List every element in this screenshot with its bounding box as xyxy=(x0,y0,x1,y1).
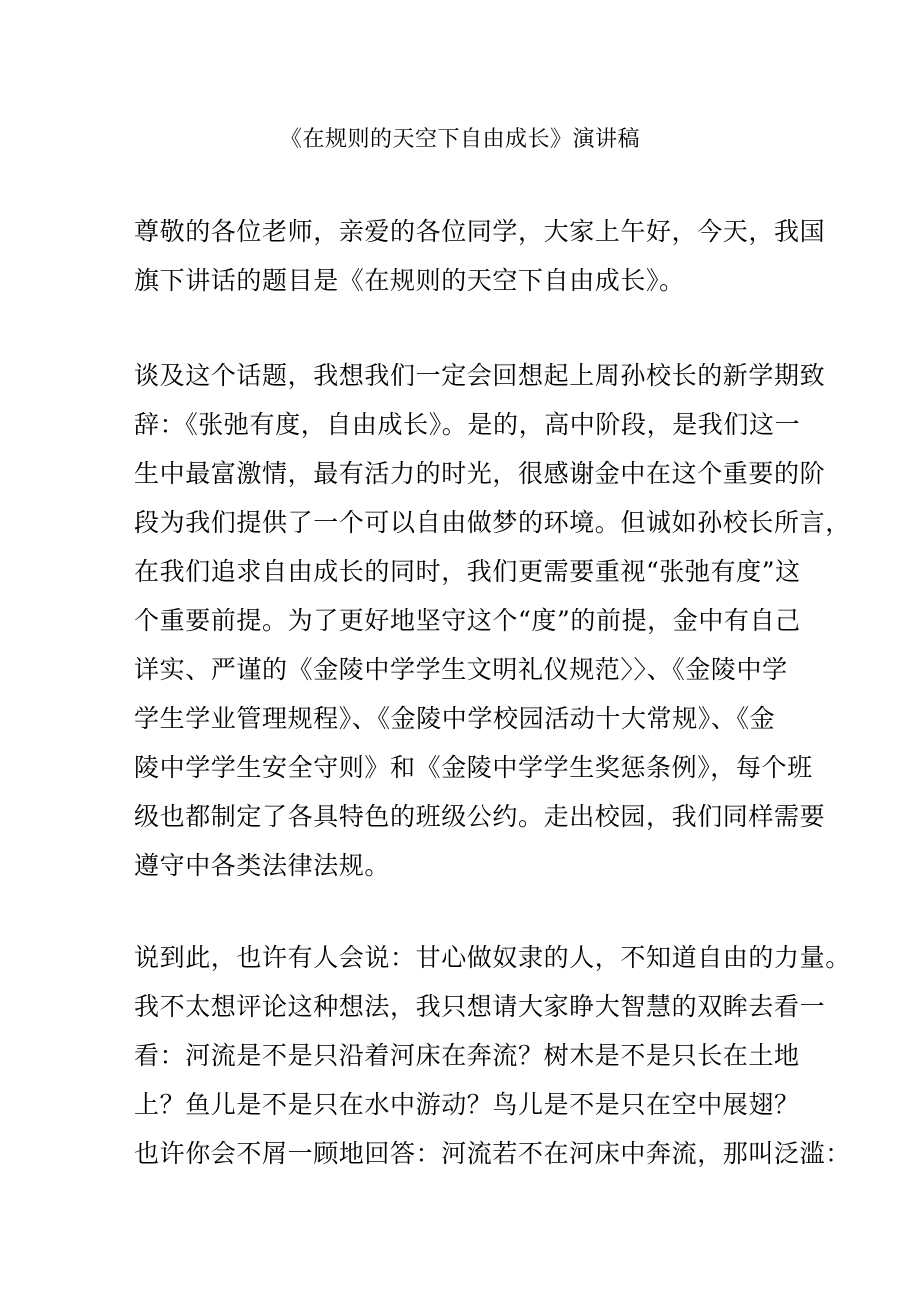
text-line: 遵守中各类法律法规。 xyxy=(134,851,391,880)
document-title: 《在规则的天空下自由成长》演讲稿 xyxy=(279,127,640,152)
text-line: 级也都制定了各具特色的班级公约。走出校园，我们同样需要 xyxy=(134,802,826,831)
text-line: 段为我们提供了一个可以自由做梦的环境。但诚如孙校长所言， xyxy=(134,508,851,537)
paragraph-rules xyxy=(134,351,851,890)
text-line: 我不太想评论这种想法，我只想请大家睁大智慧的双眸去看一 xyxy=(134,992,826,1021)
text-line: 尊敬的各位老师，亲爱的各位同学，大家上午好，今天，我国 xyxy=(134,217,826,246)
text-line: 在我们追求自由成长的同时，我们更需要重视“张弛有度”这 xyxy=(134,557,801,586)
text-line: 旗下讲话的题目是《在规则的天空下自由成长》。 xyxy=(134,266,685,295)
text-line: 生中最富激情，最有活力的时光，很感谢金中在这个重要的阶 xyxy=(134,459,826,488)
text-line: 上？鱼儿是不是只在水中游动？鸟儿是不是只在空中展翅？ xyxy=(134,1090,800,1119)
text-line: 看：河流是不是只沿着河床在奔流？树木是不是只长在土地 xyxy=(134,1041,800,1070)
text-line: 辞：《张弛有度，自由成长》。是的，高中阶段，是我们这一 xyxy=(134,410,801,439)
text-line: 个重要前提。为了更好地坚守这个“度”的前提，金中有自己 xyxy=(134,606,801,635)
text-line: 详实、严谨的《金陵中学学生文明礼仪规范〉〉、《金陵中学 xyxy=(134,655,788,684)
text-line: 说到此，也许有人会说：甘心做奴隶的人，不知道自由的力量。 xyxy=(134,943,851,972)
paragraph-freedom xyxy=(134,933,851,1178)
text-line: 学生学业管理规程》、《金陵中学校园活动十大常规》、《金 xyxy=(134,704,776,733)
text-line: 谈及这个话题，我想我们一定会回想起上周孙校长的新学期致 xyxy=(134,361,826,390)
text-line: 陵中学学生安全守则》和《金陵中学学生奖惩条例》，每个班 xyxy=(134,753,813,782)
text-line: 也许你会不屑一顾地回答：河流若不在河床中奔流，那叫泛滥： xyxy=(134,1139,851,1168)
paragraph-greeting xyxy=(134,207,826,305)
